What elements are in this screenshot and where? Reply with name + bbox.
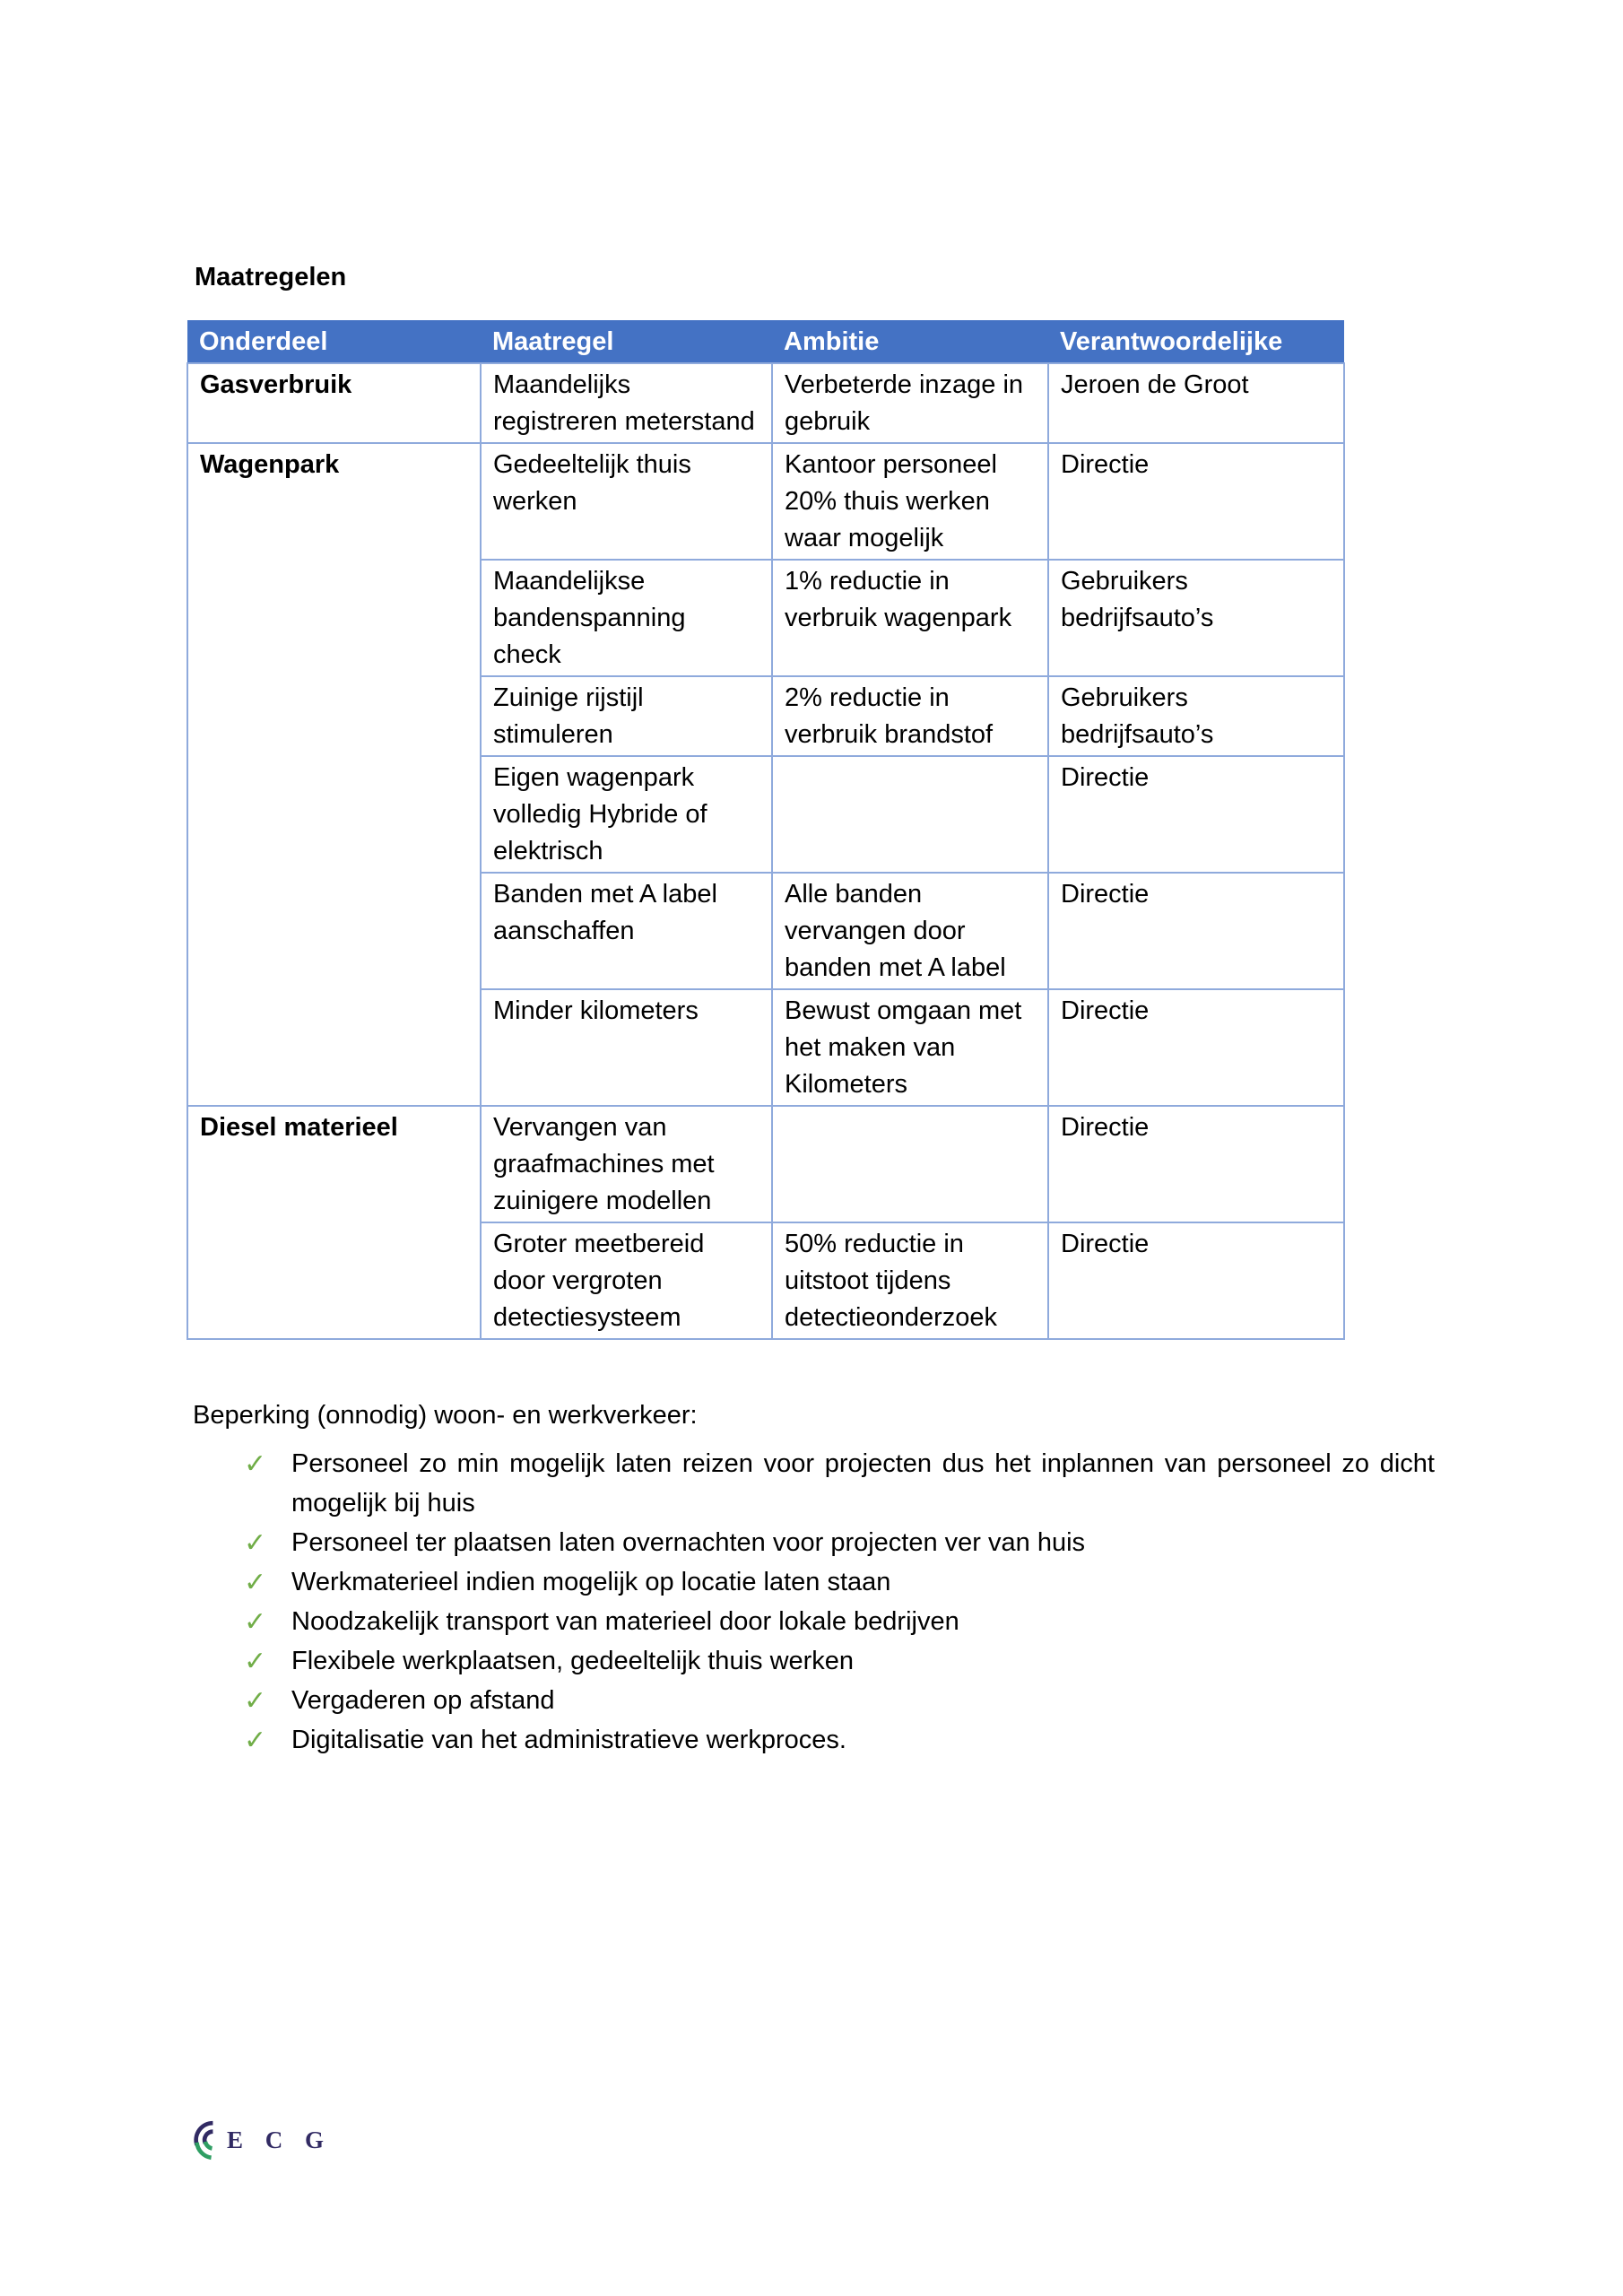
- check-icon: ✓: [244, 1726, 267, 1755]
- column-header-maatregel: Maatregel: [481, 320, 772, 363]
- checklist-item-text: Digitalisatie van het administratieve werkproces.: [291, 1726, 846, 1754]
- cell-verantwoordelijke: Directie: [1048, 989, 1344, 1106]
- cell-maatregel: Eigen wagenpark volledig Hybride of elektrisch: [481, 756, 772, 873]
- cell-ambitie: Bewust omgaan met het maken van Kilometers: [772, 989, 1048, 1106]
- checklist-item: [244, 1720, 1435, 1760]
- cell-maatregel: Maandelijkse bandenspanning check: [481, 560, 772, 676]
- checklist-item: [244, 1681, 1435, 1720]
- column-header-onderdeel: Onderdeel: [187, 320, 481, 363]
- cell-verantwoordelijke: Directie: [1048, 756, 1344, 873]
- cell-maatregel: Gedeeltelijk thuis werken: [481, 443, 772, 560]
- checklist-item-text: Werkmaterieel indien mogelijk op locatie laten staan: [291, 1568, 891, 1596]
- cell-verantwoordelijke: Jeroen de Groot: [1048, 363, 1344, 443]
- check-icon: ✓: [244, 1568, 267, 1597]
- checklist-item: [244, 1444, 1435, 1523]
- cell-maatregel: Groter meetbereid door vergroten detectiesysteem: [481, 1222, 772, 1339]
- table-row: [187, 443, 1344, 560]
- check-icon: ✓: [244, 1449, 267, 1479]
- checklist-item: [244, 1562, 1435, 1602]
- cell-maatregel: Minder kilometers: [481, 989, 772, 1106]
- cell-maatregel: Zuinige rijstijl stimuleren: [481, 676, 772, 756]
- column-header-ambitie: Ambitie: [772, 320, 1048, 363]
- checklist-item: [244, 1523, 1435, 1562]
- ecg-logo: [190, 2118, 332, 2161]
- cell-verantwoordelijke: Gebruikers bedrijfsauto’s: [1048, 676, 1344, 756]
- cell-ambitie: 2% reductie in verbruik brandstof: [772, 676, 1048, 756]
- checklist-item-text: Flexibele werkplaatsen, gedeeltelijk thuis werken: [291, 1647, 855, 1675]
- list-heading: Beperking (onnodig) woon- en werkverkeer:: [193, 1401, 698, 1430]
- check-icon: ✓: [244, 1607, 267, 1637]
- measures-table: [187, 320, 1345, 1340]
- cell-ambitie: 1% reductie in verbruik wagenpark: [772, 560, 1048, 676]
- cell-verantwoordelijke: Directie: [1048, 1106, 1344, 1222]
- commute-reduction-section: [193, 1396, 1435, 1760]
- check-icon: ✓: [244, 1647, 267, 1676]
- cell-onderdeel: Gasverbruik: [187, 363, 481, 443]
- checklist-item: [244, 1641, 1435, 1681]
- cell-verantwoordelijke: Gebruikers bedrijfsauto’s: [1048, 560, 1344, 676]
- checklist-item-text: Personeel zo min mogelijk laten reizen voor projecten dus het inplannen van personeel zo dicht mogelijk bij huis: [291, 1449, 1435, 1518]
- table-row: [187, 363, 1344, 443]
- cell-onderdeel: Wagenpark: [187, 443, 481, 1106]
- cell-ambitie: [772, 1106, 1048, 1222]
- checklist-item-text: Noodzakelijk transport van materieel door lokale bedrijven: [291, 1607, 959, 1636]
- cell-maatregel: Vervangen van graafmachines met zuinigere modellen: [481, 1106, 772, 1222]
- ecg-logo-icon: [190, 2118, 219, 2161]
- ecg-logo-text: E C G: [227, 2126, 333, 2153]
- column-header-verantwoordelijke: Verantwoordelijke: [1048, 320, 1344, 363]
- table-row: [187, 1106, 1344, 1222]
- checklist-item-text: Personeel ter plaatsen laten overnachten voor projecten ver van huis: [291, 1528, 1086, 1557]
- cell-ambitie: Alle banden vervangen door banden met A label: [772, 873, 1048, 989]
- cell-maatregel: Maandelijks registreren meterstand: [481, 363, 772, 443]
- cell-ambitie: [772, 756, 1048, 873]
- cell-ambitie: Kantoor personeel 20% thuis werken waar mogelijk: [772, 443, 1048, 560]
- cell-onderdeel: Diesel materieel: [187, 1106, 481, 1339]
- page-title: Maatregelen: [195, 263, 347, 291]
- cell-maatregel: Banden met A label aanschaffen: [481, 873, 772, 989]
- table-header-row: [187, 320, 1344, 363]
- cell-verantwoordelijke: Directie: [1048, 443, 1344, 560]
- checklist-item-text: Vergaderen op afstand: [291, 1686, 555, 1715]
- checklist-item: [244, 1602, 1435, 1641]
- cell-verantwoordelijke: Directie: [1048, 1222, 1344, 1339]
- checklist: [193, 1444, 1435, 1760]
- cell-verantwoordelijke: Directie: [1048, 873, 1344, 989]
- check-icon: ✓: [244, 1686, 267, 1716]
- check-icon: ✓: [244, 1528, 267, 1558]
- cell-ambitie: Verbeterde inzage in gebruik: [772, 363, 1048, 443]
- cell-ambitie: 50% reductie in uitstoot tijdens detectieonderzoek: [772, 1222, 1048, 1339]
